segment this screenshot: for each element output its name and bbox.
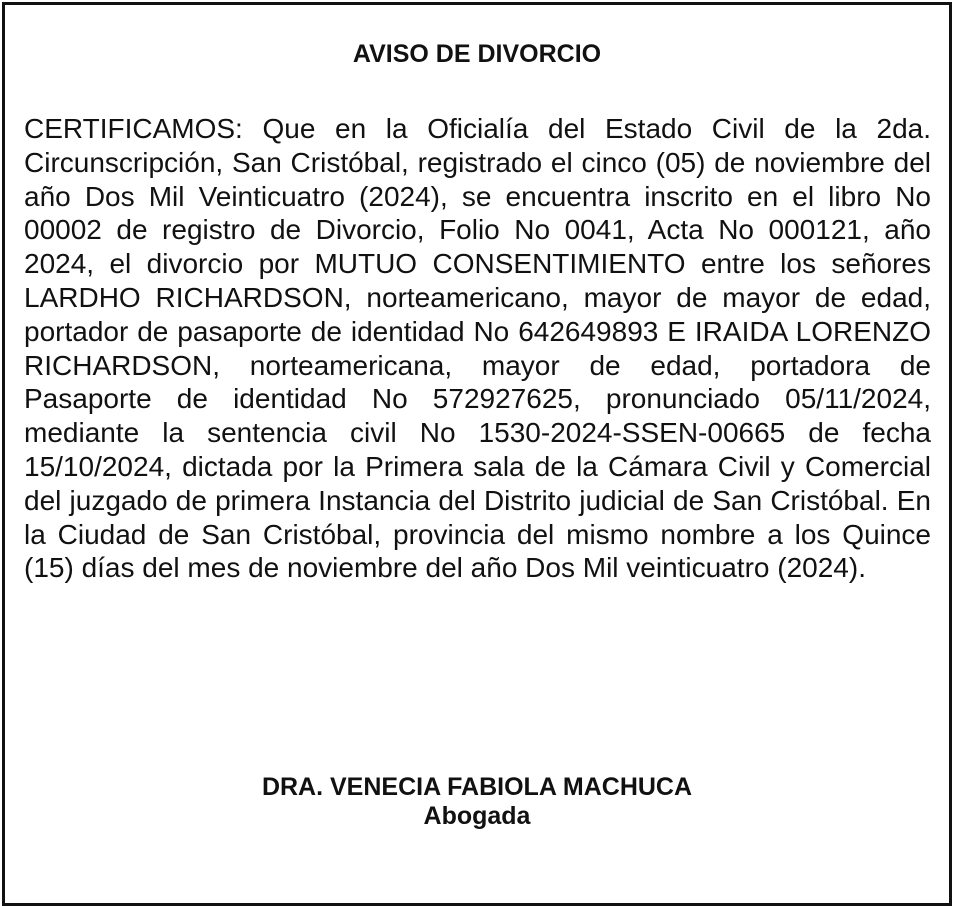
signatory-name: DRA. VENECIA FABIOLA MACHUCA [261,773,693,801]
notice-title: AVISO DE DIVORCIO [352,40,602,68]
notice-frame [2,2,952,906]
signatory-role: Abogada [423,802,531,830]
notice-body: CERTIFICAMOS: Que en la Oficialía del Estado Civil de la 2da. Circunscripción, San Cristóbal, registrado el cinco (05) de noviembre del año Dos Mil Veinticuatro (2024), se encuentra inscrito en el libro No 00002 de registro de Divorcio, Folio No 0041, Acta No 000121, año 2024, el divorcio por MUTUO CONSENTIMIENTO entre los señores LARDHO RICHARDSON, norteamericano, mayor de mayor de edad, portador de pasaporte de identidad No 642649893 E IRAIDA LORENZO RICHARDSON, norteamericana, mayor de edad, portadora de Pasaporte de identidad No 572927625, pronunciado 05/11/2024, mediante la sentencia civil No 1530-2024-SSEN-00665 de fecha 15/10/2024, dictada por la Primera sala de la Cámara Civil y Comercial del juzgado de primera Instancia del Distrito judicial de San Cristóbal. En la Ciudad de San Cristóbal, provincia del mismo nombre a los Quince (15) días del mes de noviembre del año Dos Mil veinticuatro (2024). [24,113,931,584]
signature-block [5,773,949,831]
